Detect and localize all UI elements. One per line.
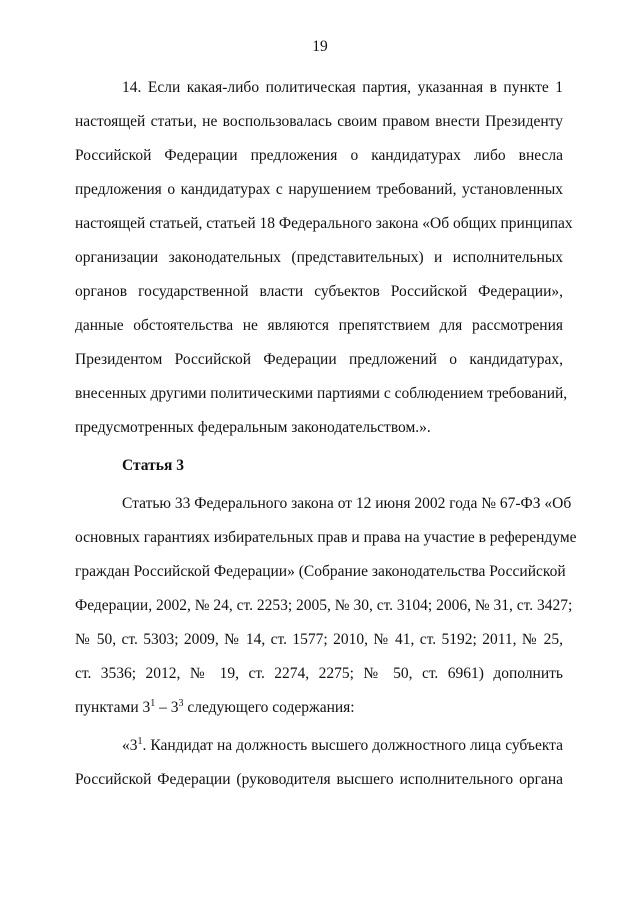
- paragraph-line: 14. Если какая-либо политическая партия, указанная в пункте 1: [122, 79, 563, 96]
- paragraph-line: данные обстоятельства не являются препятствием для рассмотрения: [75, 317, 563, 334]
- article-line: Федерации, 2002, № 24, ст. 2253; 2005, № 30, ст. 3104; 2006, № 31, ст. 3427;: [75, 597, 573, 614]
- paragraph-line: предложения о кандидатурах с нарушением требований, установленных: [75, 181, 563, 198]
- text-segment: «3: [122, 737, 138, 754]
- superscript: 3: [178, 698, 184, 709]
- paragraph-line: Президентом Российской Федерации предложений о кандидатурах,: [75, 351, 563, 368]
- paragraph-line: настоящей статьи, не воспользовалась своим правом внести Президенту: [75, 113, 563, 130]
- text-segment: пунктами 3: [75, 699, 151, 716]
- paragraph-line: внесенных другими политическими партиями с соблюдением требований,: [75, 385, 568, 402]
- article-heading: Статья 3: [122, 457, 184, 474]
- text-segment: . Кандидат на должность высшего должностного лица субъекта: [142, 737, 563, 754]
- page-number: 19: [312, 38, 328, 55]
- paragraph-line: органов государственной власти субъектов Российской Федерации»,: [75, 283, 563, 300]
- paragraph-line: Российской Федерации предложения о кандидатурах либо внесла: [75, 147, 563, 164]
- paragraph-line: настоящей статьей, статьей 18 Федерального закона «Об общих принципах: [75, 215, 573, 232]
- article-line: граждан Российской Федерации» (Собрание законодательства Российской: [75, 563, 566, 580]
- article-line-last: [75, 698, 563, 718]
- text-segment: следующего содержания:: [183, 699, 355, 716]
- text-segment: – 3: [155, 699, 179, 716]
- article-line: № 50, ст. 5303; 2009, № 14, ст. 1577; 2010, № 41, ст. 5192; 2011, № 25,: [75, 631, 563, 648]
- article-line: ст. 3536; 2012, № 19, ст. 2274, 2275; № 50, ст. 6961) дополнить: [75, 665, 563, 682]
- superscript: 1: [137, 736, 143, 747]
- article-line: Статью 33 Федерального закона от 12 июня 2002 года № 67-ФЗ «Об: [122, 495, 572, 512]
- paragraph-line: предусмотренных федеральным законодательством.».: [75, 419, 431, 436]
- article-line: основных гарантиях избирательных прав и права на участие в референдуме: [75, 529, 577, 546]
- new-item-line: Российской Федерации (руководителя высшего исполнительного органа: [75, 771, 563, 788]
- superscript: 1: [150, 698, 156, 709]
- new-item-line: [122, 736, 563, 756]
- paragraph-line: организации законодательных (представительных) и исполнительных: [75, 249, 563, 266]
